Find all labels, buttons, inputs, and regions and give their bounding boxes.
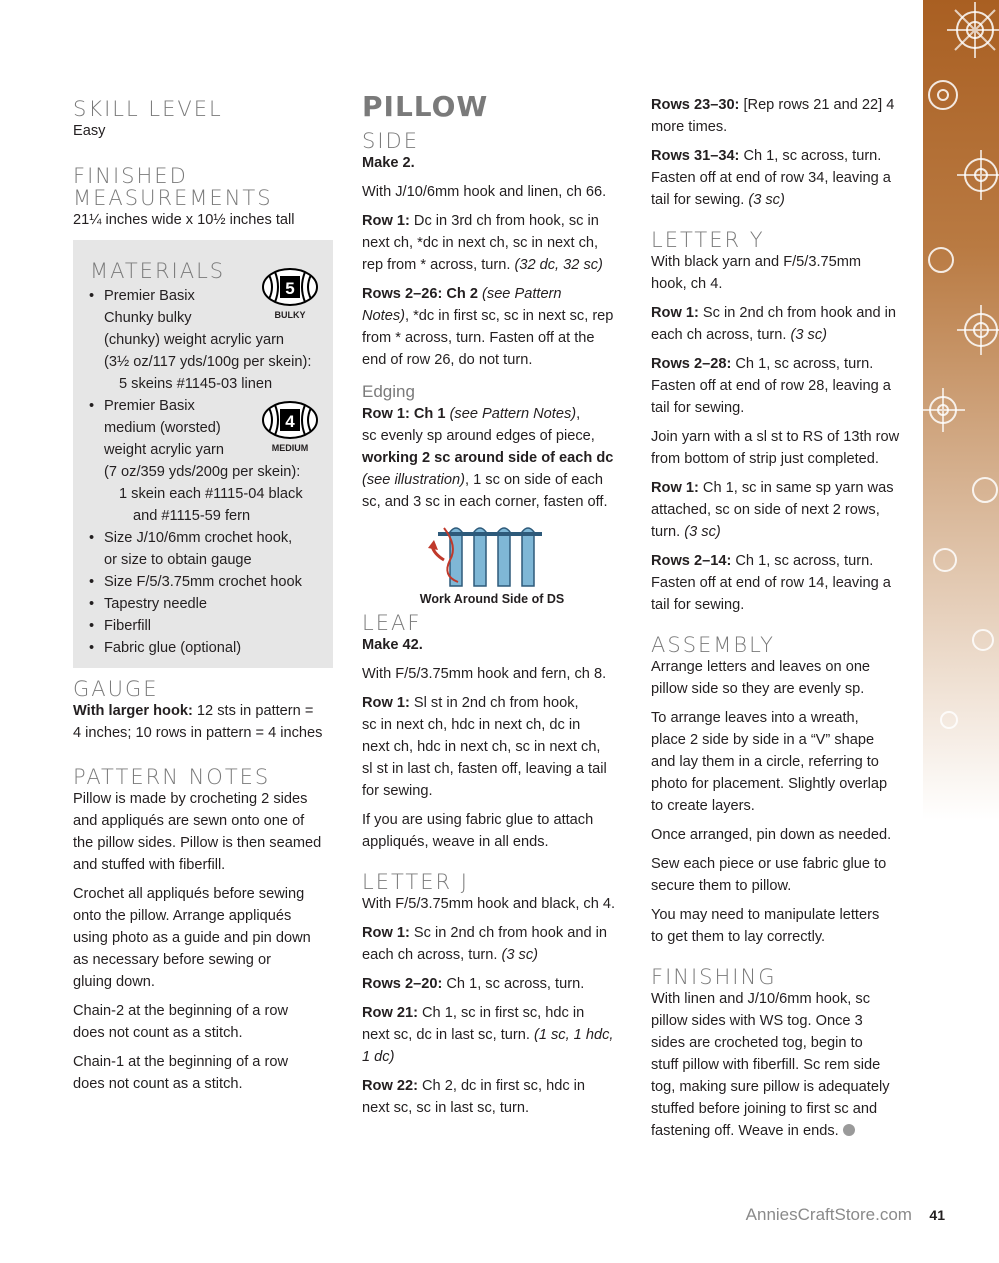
note-paragraph: Crochet all appliqués before sewing onto the pillow. Arrange appliqués using photo as a guide and pin down as necessary before sewing or gluing down. (73, 886, 311, 990)
right-column (651, 94, 917, 1149)
leaf-heading: LEAF (362, 611, 422, 635)
letter-y-rows-2-28: Rows 2–28: Ch 1, sc across, turn. Fasten off at end of row 28, leaving a tail for sewing. (651, 356, 891, 416)
bulky-yarn-number: 5 (285, 279, 295, 298)
letter-j-row22: Row 22: Ch 2, dc in first sc, hdc in next sc, sc in last sc, turn. (362, 1078, 586, 1116)
note-paragraph: Pillow is made by crocheting 2 sides and appliqués are sewn onto one of the pillow sides. Pillow is then seamed and stuffed with fiberfill. (73, 791, 322, 873)
side-row1: Row 1: Dc in 3rd ch from hook, sc in next ch, *dc in next ch, sc in next ch, rep from * across, turn. (32 dc, 32 sc) (362, 213, 603, 273)
assembly-paragraph: To arrange leaves into a wreath, place 2 side by side in a “V” shape and lay them in a circle, referring to photo for placement. Slightly overlap to create layers. (651, 710, 888, 814)
footer-site[interactable]: AnniesCraftStore.com (745, 1205, 912, 1224)
letter-j-heading: LETTER J (362, 870, 469, 894)
letter-j-rows-2-20: Rows 2–20: Ch 1, sc across, turn. (362, 976, 585, 992)
letter-y-row1: Row 1: Sc in 2nd ch from hook and in each ch across, turn. (3 sc) (651, 305, 896, 343)
bulky-yarn-label: BULKY (274, 310, 306, 320)
side-make: Make 2. (362, 155, 415, 171)
end-mark-icon (843, 1124, 855, 1136)
side-intro: With J/10/6mm hook and linen, ch 66. (362, 184, 607, 200)
gauge-heading: GAUGE (73, 677, 159, 701)
left-lower-column (73, 678, 335, 1102)
finishing-heading: FINISHING (651, 965, 777, 989)
edging-row1: Row 1: Ch 1 (see Pattern Notes), sc evenly sp around edges of piece, working 2 sc around side of each dc (see illustration), 1 sc on side of each sc, and 3 sc in each corner, fasten off. (362, 406, 614, 510)
pillow-heading: PILLOW (362, 90, 489, 123)
leaf-make: Make 42. (362, 637, 423, 653)
skill-level-value: Easy (73, 123, 106, 139)
finishing-paragraph: With linen and J/10/6mm hook, sc pillow sides with WS tog. Once 3 sides are crocheted tog, begin to stuff pillow with fiberfill. Sc rem side tog, making sure pillow is adequately stuffed before joining to first sc and fastening off. Weave in ends. (651, 991, 890, 1139)
assembly-paragraph: Sew each piece or use fabric glue to secure them to pillow. (651, 856, 887, 894)
assembly-paragraph: Arrange letters and leaves on one pillow side so they are evenly sp. (651, 659, 871, 697)
middle-column (362, 92, 630, 1126)
pattern-notes-heading: PATTERN NOTES (73, 765, 271, 789)
medium-yarn-number: 4 (285, 412, 295, 431)
material-item: • Fiberfill (73, 615, 333, 637)
materials-box (73, 240, 333, 668)
assembly-paragraph: Once arranged, pin down as needed. (651, 827, 892, 843)
leaf-intro: With F/5/3.75mm hook and fern, ch 8. (362, 666, 607, 682)
materials-list (73, 285, 333, 659)
leaf-row1: Row 1: Sl st in 2nd ch from hook, sc in next ch, hdc in next ch, dc in next ch, hdc in next ch, sc in next ch, sl st in last ch, fasten off, leaving a tail for sewing. (362, 695, 607, 799)
footer (600, 1203, 945, 1227)
letter-y-join: Join yarn with a sl st to RS of 13th row from bottom of strip just completed. (651, 429, 900, 467)
medium-yarn-label: MEDIUM (271, 443, 309, 453)
note-paragraph: Chain-1 at the beginning of a row does not count as a stitch. (73, 1054, 288, 1092)
assembly-heading: ASSEMBLY (651, 633, 775, 657)
leaf-glue-note: If you are using fabric glue to attach appliqués, weave in all ends. (362, 812, 594, 850)
edging-heading: Edging (362, 382, 415, 401)
letter-j-row1: Row 1: Sc in 2nd ch from hook and in each ch across, turn. (3 sc) (362, 925, 607, 963)
side-heading: SIDE (362, 129, 419, 153)
letter-j-intro: With F/5/3.75mm hook and black, ch 4. (362, 896, 616, 912)
letter-y-rows-2-14: Rows 2–14: Ch 1, sc across, turn. Fasten off at end of row 14, leaving a tail for sewing. (651, 553, 891, 613)
illustration-caption: Work Around Side of DS (419, 592, 565, 606)
stitch-illustration (362, 520, 630, 612)
letter-y-heading: LETTER Y (651, 228, 765, 252)
letter-j-row21: Row 21: Ch 1, sc in first sc, hdc in next sc, dc in last sc, turn. (1 sc, 1 hdc, 1 dc) (362, 1005, 614, 1065)
letter-j-rows-31-34: Rows 31–34: Ch 1, sc across, turn. Fasten off at end of row 34, leaving a tail for sewing. (3 sc) (651, 148, 891, 208)
letter-j-rows-23-30: Rows 23–30: [Rep rows 21 and 22] 4 more times. (651, 97, 895, 135)
double-stitch-illustration-icon (362, 520, 630, 590)
skill-level-heading: SKILL LEVEL (73, 97, 223, 121)
side-rows-2-26: Rows 2–26: Ch 2 (see Pattern Notes), *dc in first sc, sc in next sc, rep from * across, turn. Fasten off at the end of row 26, do not turn. (362, 286, 614, 368)
material-item: • Size F/5/3.75mm crochet hook (73, 571, 333, 593)
decorative-side-art (923, 0, 999, 820)
finished-heading-line2: MEASUREMENTS (73, 186, 273, 210)
finished-value: 21¼ inches wide x 10½ inches tall (73, 212, 295, 228)
note-paragraph: Chain-2 at the beginning of a row does not count as a stitch. (73, 1003, 288, 1041)
material-item: • Fabric glue (optional) (73, 637, 333, 659)
page-number: 41 (929, 1207, 945, 1223)
sunburst-pattern-icon (923, 0, 999, 820)
finished-heading-line1: FINISHED (73, 164, 188, 188)
material-item: • Premier Basix Chunky bulky (chunky) weight acrylic yarn (3½ oz/117 yds/100g per skein): 5 skeins #1145-03 linen (73, 285, 333, 395)
material-item: • Size J/10/6mm crochet hook, or size to obtain gauge (73, 527, 333, 571)
assembly-paragraph: You may need to manipulate letters to get them to lay correctly. (651, 907, 880, 945)
gauge-text: With larger hook: 12 sts in pattern = 4 inches; 10 rows in pattern = 4 inches (73, 703, 323, 741)
letter-y-branch-row1: Row 1: Ch 1, sc in same sp yarn was attached, sc on side of next 2 rows, turn. (3 sc) (651, 480, 894, 540)
material-item: • Tapestry needle (73, 593, 333, 615)
letter-y-intro: With black yarn and F/5/3.75mm hook, ch 4. (651, 254, 862, 292)
material-item: • Premier Basix medium (worsted) weight acrylic yarn (7 oz/359 yds/200g per skein): 1 skein each #1115-04 black and #1115-59 fern (73, 395, 333, 527)
materials-heading: MATERIALS (90, 259, 226, 283)
